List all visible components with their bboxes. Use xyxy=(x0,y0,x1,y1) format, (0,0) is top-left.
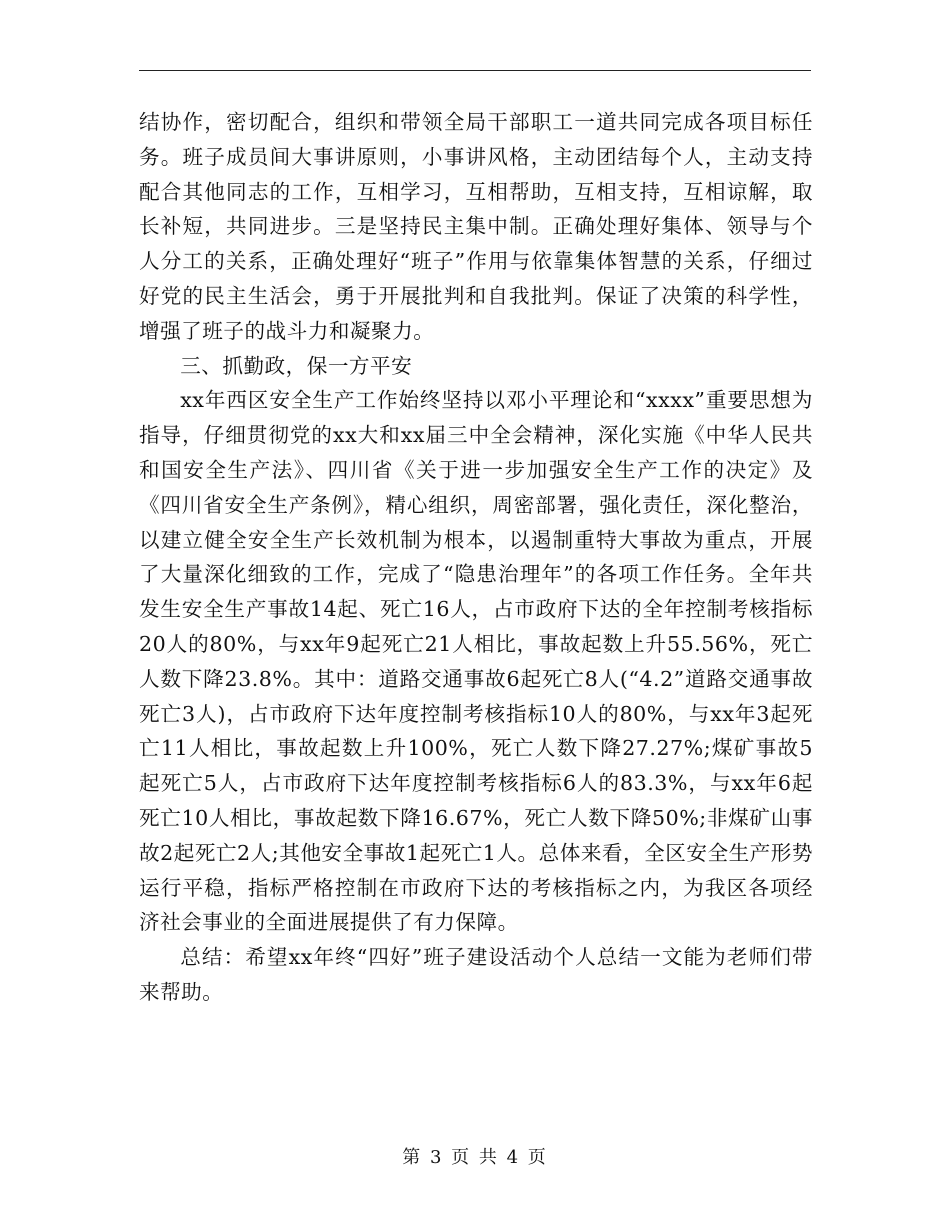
page-number-footer: 第 3 页 共 4 页 xyxy=(402,1147,548,1168)
paragraph-continuation: 结协作，密切配合，组织和带领全局干部职工一道共同完成各项目标任务。班子成员间大事讲原则，小事讲风格，主动团结每个人，主动支持配合其他同志的工作，互相学习，互相帮助，互相支持，互相谅解，取长补短，共同进步。三是坚持民主集中制。正确处理好集体、领导与个人分工的关系，正确处理好“班子”作用与依靠集体智慧的关系，仔细过好党的民主生活会，勇于开展批判和自我批判。保证了决策的科学性，增强了班子的战斗力和凝聚力。 xyxy=(139,110,813,343)
document-body xyxy=(139,105,813,1010)
section-heading: 三、抓勤政，保一方平安 xyxy=(180,353,413,378)
paragraph-safety-report: xx年西区安全生产工作始终坚持以邓小平理论和“xxxx”重要思想为指导，仔细贯彻党的xx大和xx届三中全会精神，深化实施《中华人民共和国安全生产法》、四川省《关于进一步加强安全生产工作的决定》及《四川省安全生产条例》，精心组织，周密部署，强化责任，深化整治，以建立健全安全生产长效机制为根本，以遏制重特大事故为重点，开展了大量深化细致的工作，完成了“隐患治理年”的各项工作任务。全年共发生安全生产事故14起、死亡16人，占市政府下达的全年控制考核指标20人的80%，与xx年9起死亡21人相比，事故起数上升55.56%，死亡人数下降23.8%。其中：道路交通事故6起死亡8人(“4.2”道路交通事故死亡3人)，占市政府下达年度控制考核指标10人的80%，与xx年3起死亡11人相比，事故起数上升100%，死亡人数下降27.27%;煤矿事故5起死亡5人，占市政府下达年度控制考核指标6人的83.3%，与xx年6起死亡10人相比，事故起数下降16.67%，死亡人数下降50%;非煤矿山事故2起死亡2人;其他安全事故1起死亡1人。总体来看，全区安全生产形势运行平稳，指标严格控制在市政府下达的考核指标之内，为我区各项经济社会事业的全面进展提供了有力保障。 xyxy=(139,388,813,935)
header-rule xyxy=(139,70,811,71)
paragraph-summary: 总结：希望xx年终“四好”班子建设活动个人总结一文能为老师们带来帮助。 xyxy=(139,945,813,1004)
